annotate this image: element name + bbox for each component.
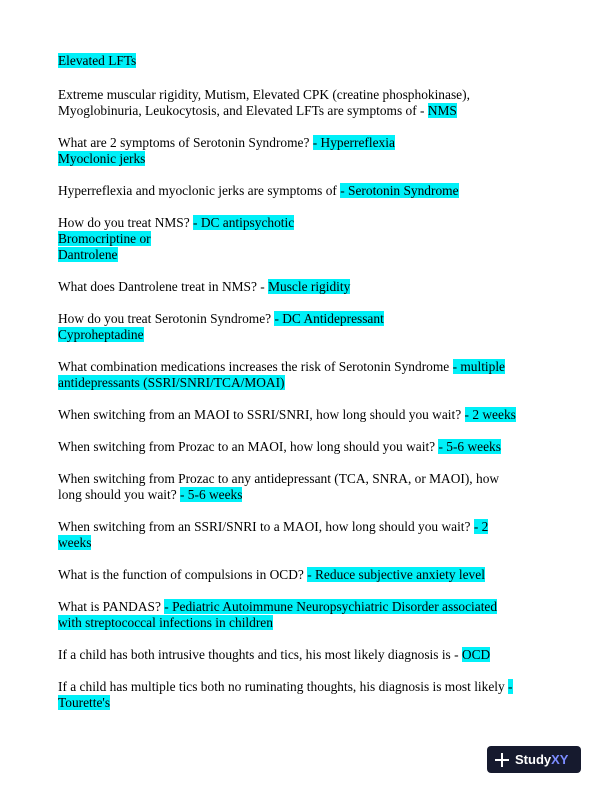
text-line: What combination medications increases the risk of Serotonin Syndrome - multiple bbox=[58, 359, 506, 374]
answer-highlight: Cyproheptadine bbox=[58, 327, 144, 342]
answer-highlight: Bromocriptine or bbox=[58, 231, 151, 246]
plus-icon bbox=[495, 753, 509, 767]
text-line bbox=[58, 231, 151, 247]
answer-highlight: - 5-6 weeks bbox=[438, 439, 501, 454]
answer-highlight: - bbox=[508, 679, 513, 694]
text-line: How do you treat Serotonin Syndrome? - DC Antidepressant bbox=[58, 311, 384, 326]
text-line: Myoglobinuria, Leukocytosis, and Elevated LFTs are symptoms of - NMS bbox=[58, 103, 457, 118]
text-line: When switching from Prozac to an MAOI, how long should you wait? - 5-6 weeks bbox=[58, 439, 501, 454]
answer-highlight: Tourette's bbox=[58, 695, 111, 710]
answer-highlight: Elevated LFTs bbox=[58, 53, 137, 68]
answer-highlight: - Pediatric Autoimmune Neuropsychiatric Disorder associated bbox=[164, 599, 498, 614]
answer-highlight: - DC antipsychotic bbox=[193, 215, 295, 230]
answer-highlight: Dantrolene bbox=[58, 247, 118, 262]
answer-highlight: Muscle rigidity bbox=[268, 279, 351, 294]
answer-highlight: - 2 weeks bbox=[464, 407, 516, 422]
answer-highlight: - 5-6 weeks bbox=[180, 487, 243, 502]
text-line: When switching from an MAOI to SSRI/SNRI, how long should you wait? - 2 weeks bbox=[58, 407, 516, 422]
text-line bbox=[58, 695, 110, 711]
text-line: If a child has multiple tics both no ruminating thoughts, his diagnosis is most likely - bbox=[58, 679, 513, 694]
text-line: How do you treat NMS? - DC antipsychotic bbox=[58, 215, 295, 230]
text-line bbox=[58, 247, 118, 263]
text-line bbox=[58, 151, 145, 167]
text-line: What are 2 symptoms of Serotonin Syndrome? - Hyperreflexia bbox=[58, 135, 395, 150]
text-line: When switching from Prozac to any antidepressant (TCA, SNRA, or MAOI), how bbox=[58, 471, 500, 486]
answer-highlight: NMS bbox=[427, 103, 457, 118]
text-line: If a child has both intrusive thoughts and tics, his most likely diagnosis is - OCD bbox=[58, 647, 491, 662]
answer-highlight: weeks bbox=[58, 535, 92, 550]
text-line: What does Dantrolene treat in NMS? - Muscle rigidity bbox=[58, 279, 351, 294]
text-line: long should you wait? - 5-6 weeks bbox=[58, 487, 243, 502]
text-line: When switching from an SSRI/SNRI to a MAOI, how long should you wait? - 2 bbox=[58, 519, 489, 534]
badge-brand: StudyXY bbox=[515, 752, 569, 767]
text-line: Extreme muscular rigidity, Mutism, Elevated CPK (creatine phosphokinase), bbox=[58, 87, 470, 102]
answer-highlight: OCD bbox=[461, 647, 491, 662]
text-line: What is PANDAS? - Pediatric Autoimmune Neuropsychiatric Disorder associated bbox=[58, 599, 498, 614]
text-line bbox=[58, 53, 136, 69]
text-line: Hyperreflexia and myoclonic jerks are symptoms of - Serotonin Syndrome bbox=[58, 183, 459, 198]
text-line bbox=[58, 327, 144, 343]
studyxy-badge[interactable] bbox=[487, 746, 581, 773]
answer-highlight: - 2 bbox=[473, 519, 489, 534]
answer-highlight: - Hyperreflexia bbox=[312, 135, 395, 150]
text-line: What is the function of compulsions in OCD? - Reduce subjective anxiety level bbox=[58, 567, 485, 582]
answer-highlight: - Reduce subjective anxiety level bbox=[307, 567, 485, 582]
text-line bbox=[58, 375, 285, 391]
answer-highlight: - DC Antidepressant bbox=[274, 311, 384, 326]
answer-highlight: Myoclonic jerks bbox=[58, 151, 146, 166]
answer-highlight: with streptococcal infections in children bbox=[58, 615, 273, 630]
text-line bbox=[58, 535, 91, 551]
answer-highlight: - Serotonin Syndrome bbox=[340, 183, 459, 198]
answer-highlight: antidepressants (SSRI/SNRI/TCA/MOAI) bbox=[58, 375, 285, 390]
text-line bbox=[58, 615, 273, 631]
answer-highlight: - multiple bbox=[452, 359, 506, 374]
